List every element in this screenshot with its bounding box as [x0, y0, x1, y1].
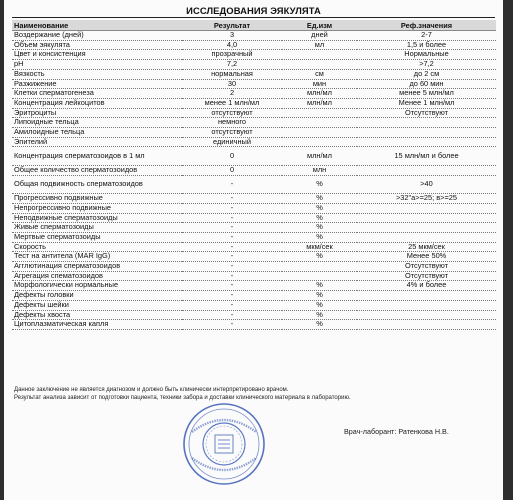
row-unit	[282, 137, 357, 147]
table-row	[12, 69, 496, 79]
row-name: Неподвижные сперматозоиды	[12, 213, 182, 223]
row-unit: мин	[282, 79, 357, 89]
row-ref	[357, 128, 496, 138]
row-ref	[357, 291, 496, 301]
row-name: Эпителий	[12, 137, 182, 147]
row-ref	[357, 213, 496, 223]
row-unit: млн/мл	[282, 98, 357, 108]
table-row	[12, 300, 496, 310]
row-name: Дефекты хвоста	[12, 310, 182, 320]
row-name: Агрегация спематозоидов	[12, 271, 182, 281]
row-name: Воздержание (дней)	[12, 31, 182, 41]
row-name: Общая подвижность сперматозоидов	[12, 175, 182, 194]
row-result: 7,2	[182, 60, 282, 70]
row-result: 0	[182, 165, 282, 175]
row-result: 4,0	[182, 40, 282, 50]
row-result: -	[182, 203, 282, 213]
table-row	[12, 291, 496, 301]
title-divider	[12, 17, 495, 18]
row-ref	[357, 300, 496, 310]
table-row	[12, 40, 496, 50]
row-result: -	[182, 320, 282, 330]
row-ref	[357, 223, 496, 233]
row-name: Липоидные тельца	[12, 118, 182, 128]
row-name: Разжижение	[12, 79, 182, 89]
row-result: -	[182, 252, 282, 262]
row-name: Клетки сперматогенеза	[12, 89, 182, 99]
row-ref: до 60 мин	[357, 79, 496, 89]
table-row	[12, 89, 496, 99]
row-unit: см	[282, 69, 357, 79]
row-ref: менее 5 млн/мл	[357, 89, 496, 99]
row-name: Общее количество сперматозоидов	[12, 165, 182, 175]
row-unit: %	[282, 194, 357, 204]
row-name: Вязкость	[12, 69, 182, 79]
row-result: отсутствуют	[182, 108, 282, 118]
right-edge-bar	[503, 0, 513, 500]
table-header-row	[12, 20, 496, 31]
table-row	[12, 79, 496, 89]
row-unit: дней	[282, 31, 357, 41]
row-result: -	[182, 271, 282, 281]
row-ref: Отсутствуют	[357, 262, 496, 272]
table-row	[12, 31, 496, 41]
row-name: Непрогрессивно подвижные	[12, 203, 182, 213]
row-result: -	[182, 291, 282, 301]
row-unit	[282, 128, 357, 138]
row-unit: млн	[282, 165, 357, 175]
row-ref	[357, 203, 496, 213]
row-result: 30	[182, 79, 282, 89]
table-row	[12, 50, 496, 60]
row-result: нормальная	[182, 69, 282, 79]
row-name: Скорость	[12, 242, 182, 252]
row-ref: Отсутствуют	[357, 108, 496, 118]
row-unit: млн/мл	[282, 147, 357, 166]
row-name: Дефекты головки	[12, 291, 182, 301]
row-result: -	[182, 281, 282, 291]
row-name: Агглютинация сперматозоидов	[12, 262, 182, 272]
row-result: 3	[182, 31, 282, 41]
row-name: Цвет и консистенция	[12, 50, 182, 60]
clinic-stamp-icon	[182, 402, 266, 486]
table-row	[12, 165, 496, 175]
table-row	[12, 137, 496, 147]
table-row	[12, 320, 496, 330]
results-table	[12, 20, 496, 330]
row-result: -	[182, 300, 282, 310]
row-name: Эритроциты	[12, 108, 182, 118]
table-row	[12, 252, 496, 262]
row-ref: Отсутствуют	[357, 271, 496, 281]
row-unit: %	[282, 300, 357, 310]
row-unit	[282, 262, 357, 272]
table-row	[12, 262, 496, 272]
row-unit	[282, 118, 357, 128]
table-row	[12, 310, 496, 320]
header-name: Наименование	[12, 20, 182, 31]
row-unit: %	[282, 232, 357, 242]
row-name: Дефекты шейки	[12, 300, 182, 310]
disclaimer-line: Результат анализа зависит от подготовки пациента, техники забора и доставки клинического материала в лабораторию.	[14, 395, 351, 401]
row-name: Живые сперматозоиды	[12, 223, 182, 233]
row-unit: %	[282, 320, 357, 330]
row-ref: Менее 1 млн/мл	[357, 98, 496, 108]
row-name: pH	[12, 60, 182, 70]
table-row	[12, 242, 496, 252]
row-unit: %	[282, 175, 357, 194]
row-unit: %	[282, 291, 357, 301]
doctor-signature-line: Врач-лаборант: Ратенкова Н.В.	[344, 427, 449, 436]
table-row	[12, 98, 496, 108]
row-result: 2	[182, 89, 282, 99]
row-ref: 2-7	[357, 31, 496, 41]
row-unit: %	[282, 310, 357, 320]
row-name: Прогрессивно подвижные	[12, 194, 182, 204]
row-unit: мл	[282, 40, 357, 50]
document-page	[4, 0, 503, 500]
row-name: Концентрация лейкоцитов	[12, 98, 182, 108]
table-row	[12, 118, 496, 128]
header-result: Результат	[182, 20, 282, 31]
row-ref: >32"а>=25; в>=25	[357, 194, 496, 204]
row-unit: %	[282, 213, 357, 223]
row-unit	[282, 108, 357, 118]
table-row	[12, 128, 496, 138]
row-ref: до 2 см	[357, 69, 496, 79]
table-row	[12, 203, 496, 213]
row-unit: %	[282, 252, 357, 262]
row-result: отсутствуют	[182, 128, 282, 138]
row-unit: %	[282, 203, 357, 213]
row-result: -	[182, 232, 282, 242]
row-result: единичный	[182, 137, 282, 147]
row-name: Объем эякулята	[12, 40, 182, 50]
table-row	[12, 271, 496, 281]
row-ref	[357, 165, 496, 175]
disclaimer-line: Данное заключение не является диагнозом и должно быть клинически интерпретировано врачом.	[14, 387, 289, 393]
row-unit	[282, 60, 357, 70]
row-ref: 25 мкм/сек	[357, 242, 496, 252]
row-result: -	[182, 262, 282, 272]
row-unit: %	[282, 281, 357, 291]
row-ref	[357, 118, 496, 128]
table-row	[12, 147, 496, 166]
row-ref	[357, 137, 496, 147]
row-result: -	[182, 310, 282, 320]
row-unit: мкм/сек	[282, 242, 357, 252]
row-result: менее 1 млн/мл	[182, 98, 282, 108]
row-unit: %	[282, 223, 357, 233]
table-row	[12, 194, 496, 204]
row-unit: млн/мл	[282, 89, 357, 99]
table-row	[12, 232, 496, 242]
table-row	[12, 60, 496, 70]
row-ref	[357, 232, 496, 242]
row-result: 0	[182, 147, 282, 166]
header-unit: Ед.изм	[282, 20, 357, 31]
row-result: -	[182, 175, 282, 194]
row-result: -	[182, 213, 282, 223]
row-name: Мертвые сперматозоиды	[12, 232, 182, 242]
row-ref: 15 млн/мл и более	[357, 147, 496, 166]
disclaimer-notes	[14, 386, 494, 402]
row-result: -	[182, 223, 282, 233]
row-ref: 1,5 и более	[357, 40, 496, 50]
row-name: Амилоидные тельца	[12, 128, 182, 138]
row-ref: Менее 50%	[357, 252, 496, 262]
row-ref	[357, 320, 496, 330]
table-row	[12, 223, 496, 233]
row-unit	[282, 50, 357, 60]
header-ref: Реф.значения	[357, 20, 496, 31]
row-result: -	[182, 242, 282, 252]
row-result: -	[182, 194, 282, 204]
row-ref: >7,2	[357, 60, 496, 70]
table-row	[12, 108, 496, 118]
row-ref: 4% и более	[357, 281, 496, 291]
row-name: Морфологически нормальные	[12, 281, 182, 291]
row-unit	[282, 271, 357, 281]
row-name: Концентрация сперматозоидов в 1 мл	[12, 147, 182, 166]
row-ref	[357, 310, 496, 320]
table-row	[12, 213, 496, 223]
table-row	[12, 175, 496, 194]
row-result: немного	[182, 118, 282, 128]
row-ref: >40	[357, 175, 496, 194]
row-name: Тест на антитела (MAR IgG)	[12, 252, 182, 262]
row-ref: Нормальные	[357, 50, 496, 60]
row-result: прозрачный	[182, 50, 282, 60]
table-row	[12, 281, 496, 291]
row-name: Цитоплазматическая капля	[12, 320, 182, 330]
document-title: ИССЛЕДОВАНИЯ ЭЯКУЛЯТА	[186, 5, 321, 16]
